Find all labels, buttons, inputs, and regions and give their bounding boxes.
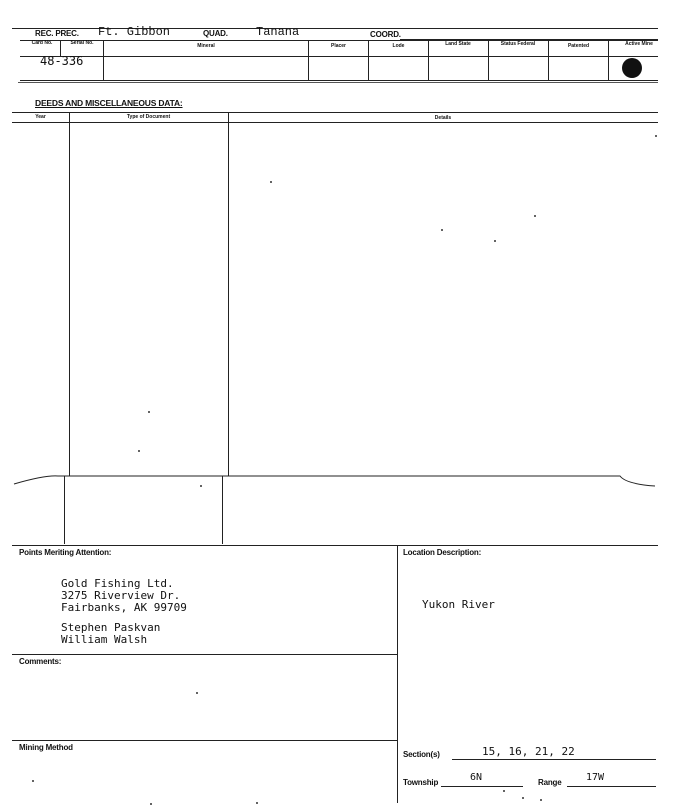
col-year: Year: [35, 114, 46, 120]
township-value: 6N: [470, 772, 483, 783]
deeds-divider-1b: [64, 476, 65, 544]
speck: [256, 802, 258, 804]
deeds-header-rule: [12, 122, 658, 123]
col-divider-5: [428, 40, 429, 80]
header-table-mid: [20, 56, 658, 57]
township-underline: [441, 786, 523, 787]
card-no-value: 48-336: [40, 54, 84, 68]
speck: [655, 135, 657, 137]
range-underline: [567, 786, 656, 787]
deeds-table-top: [12, 112, 658, 113]
speck: [503, 790, 505, 792]
points-name-2: William Walsh: [61, 633, 148, 646]
header-table-bottom: [20, 80, 658, 81]
mining-top-rule: [12, 740, 397, 741]
range-value: 17W: [586, 772, 605, 783]
quad-value: Tanana: [256, 25, 300, 39]
speck: [150, 803, 152, 805]
deeds-title: DEEDS AND MISCELLANEOUS DATA:: [35, 98, 183, 108]
col-serial-no: Serial No.: [70, 40, 94, 46]
header-table-top: [20, 40, 658, 41]
speck: [534, 215, 536, 217]
rec-prec-label: REC. PREC.: [35, 29, 79, 38]
col-active: Active Mine: [625, 41, 653, 47]
comments-top-rule: [12, 654, 397, 655]
col-patented: Patented: [567, 43, 590, 49]
points-label: Points Meriting Attention:: [19, 548, 112, 557]
bottom-section-top: [12, 545, 658, 546]
col-type-of-document: Type of Document: [126, 114, 171, 120]
comments-label: Comments:: [19, 657, 62, 666]
col-card-no: Card No.: [31, 40, 53, 46]
points-name-1: Stephen Paskvan: [61, 621, 161, 634]
mining-method-label: Mining Method: [19, 743, 73, 752]
points-line-3: Fairbanks, AK 99709: [61, 601, 187, 614]
location-value: Yukon River: [422, 598, 495, 611]
deeds-divider-2: [228, 112, 229, 476]
col-divider-6: [488, 40, 489, 80]
active-marker-dot: [622, 58, 642, 78]
rec-prec-value: Ft. Gibbon: [98, 25, 171, 39]
col-lode: Lode: [392, 43, 405, 49]
coord-label: COORD.: [370, 30, 401, 39]
speck: [148, 411, 150, 413]
header-table-bottom-2: [18, 82, 658, 83]
location-label: Location Description:: [403, 548, 482, 557]
deeds-divider-1: [69, 112, 70, 476]
col-mineral: Mineral: [197, 43, 215, 49]
speck: [196, 692, 198, 694]
points-address: [61, 578, 187, 646]
township-label: Township: [403, 778, 439, 787]
sections-value: 15, 16, 21, 22: [482, 745, 575, 758]
col-land-state: Land State: [445, 41, 471, 47]
quad-label: QUAD.: [203, 29, 228, 38]
speck: [138, 450, 140, 452]
speck: [270, 181, 272, 183]
points-line-2: 3275 Riverview Dr.: [61, 589, 181, 602]
col-placer: Placer: [330, 43, 346, 49]
speck: [200, 485, 202, 487]
sections-underline: [452, 759, 656, 760]
speck: [540, 799, 542, 801]
bottom-center-divider: [397, 545, 398, 803]
speck: [494, 240, 496, 242]
speck: [441, 229, 443, 231]
range-label: Range: [538, 778, 562, 787]
speck: [32, 780, 34, 782]
page-fold-line: [0, 466, 678, 496]
col-details: Details: [434, 115, 452, 121]
sections-label: Section(s): [403, 750, 440, 759]
col-status-federal: Status Federal: [500, 41, 536, 47]
speck: [522, 797, 524, 799]
points-line-1: Gold Fishing Ltd.: [61, 577, 174, 590]
col-divider-8: [608, 40, 609, 80]
deeds-divider-2b: [222, 476, 223, 544]
